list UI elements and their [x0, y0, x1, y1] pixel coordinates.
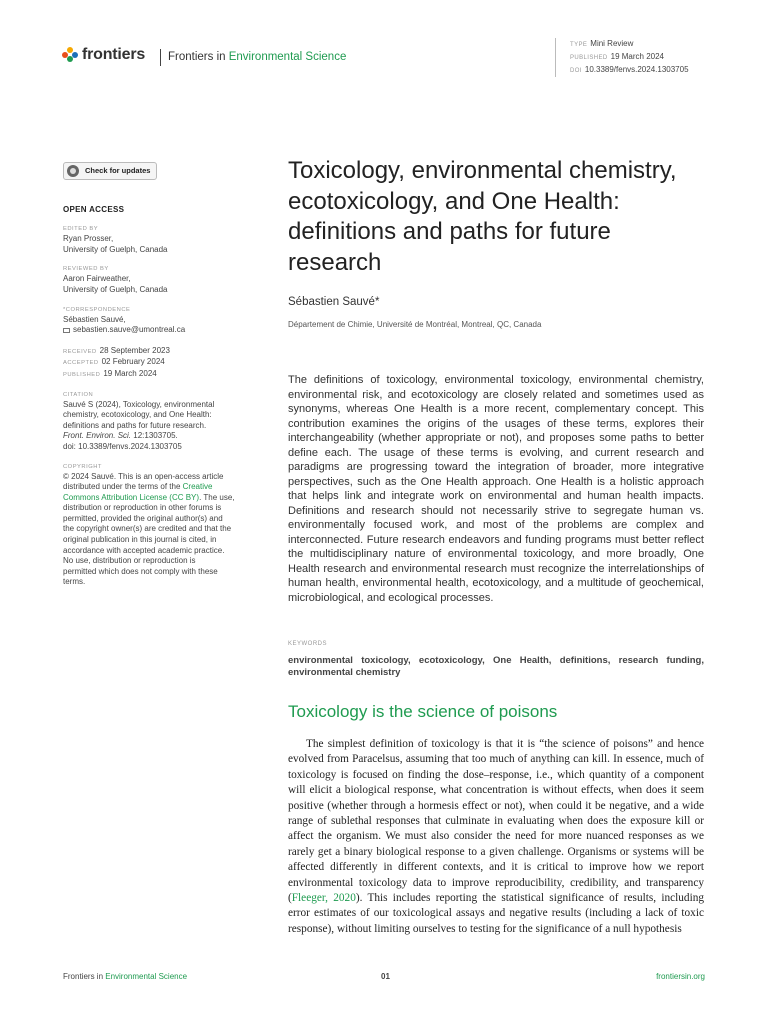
citation: Sauvé S (2024), Toxicology, environmental chemistry, ecotoxicology, and One Health: definitions and paths for future research. Front. Environ. Sci. 12:1303705. doi: 10.3389/fenvs.2024.1303705	[63, 399, 215, 451]
article-title: Toxicology, environmental chemistry, ecotoxicology, and One Health: definitions and paths for future research	[288, 157, 677, 276]
open-access-label: OPEN ACCESS	[63, 204, 125, 214]
keywords-label: KEYWORDS	[288, 641, 328, 647]
page-footer	[63, 972, 705, 986]
article-doi: DOI 10.3389/fenvs.2024.1303705	[570, 65, 689, 74]
citation-link[interactable]: Fleeger, 2020	[291, 892, 356, 905]
correspondence: Sébastien Sauvé, sebastien.sauve@umontreal.ca	[63, 315, 263, 336]
frontiers-logo-icon	[62, 47, 78, 63]
mail-icon	[63, 328, 70, 333]
footer-site-link[interactable]: frontiersin.org	[656, 972, 705, 981]
reviewed-by-label: REVIEWED BY	[63, 266, 109, 273]
page-number: 01	[381, 972, 390, 981]
check-updates-icon	[67, 165, 79, 177]
body-paragraph: The simplest definition of toxicology is that it is “the science of poisons” and hence evolved from Paracelsus, assuming that too much of anything can kill. In essence, much of toxicology is focused on finding the dose–response, i.e., which quantity of a component will elicit a biological response, what concentration is without effects, when does it seem positive (whether through a hormesis effect or not), when could it be negative, and a wide range of sublethal responses that culminate in evaluating when does the exposure kill or affect the organism. We must also consider the need for more nuanced responses as we rarely get a binary biological response to a given challenge. Organisms or systems will be affected differently in different contexts, and it is critical to improve how we report environmental toxicology data to improve reproducibility, credibility, and transparency (Fleeger, 2020). This includes reporting the statistical significance of results, including error estimates of our toxicological assays and negative results (including a lack of toxic response), without limiting ourselves to testing for the significance of a null hypothesis	[288, 738, 704, 935]
citation-label: CITATION	[63, 391, 94, 398]
footer-journal: Frontiers in Environmental Science	[63, 972, 188, 981]
article-dates: RECEIVED 28 September 2023 ACCEPTED 02 February 2024 PUBLISHED 19 March 2024	[63, 345, 170, 378]
frontiers-logo[interactable]	[62, 46, 145, 64]
reviewed-by: Aaron Fairweather, University of Guelph, Canada	[63, 274, 168, 294]
article-type: TYPE Mini Review	[570, 39, 634, 48]
article-published: PUBLISHED 19 March 2024	[570, 52, 664, 61]
copyright: © 2024 Sauvé. This is an open-access article distributed under the terms of the Creative Commons Attribution License (CC BY). The use, distribution or reproduction in other forums is permitted, provided the original author(s) and the copyright owner(s) are credited and that the original publication in this journal is cited, in accordance with accepted academic practice. No use, distribution or reproduction is permitted which does not comply with these terms.	[63, 471, 235, 587]
keywords: environmental toxicology, ecotoxicology, One Health, definitions, research funding, environmental chemistry	[288, 655, 704, 678]
journal-name[interactable]: Frontiers in Environmental Science	[168, 51, 347, 63]
cc-license-link-2[interactable]: Commons Attribution License (CC BY)	[63, 492, 200, 502]
edited-by-label: EDITED BY	[63, 226, 99, 233]
cc-license-link[interactable]: Creative	[182, 482, 213, 492]
article-meta	[555, 38, 689, 77]
author-name[interactable]: Sébastien Sauvé*	[288, 296, 380, 308]
sidebar	[63, 162, 263, 588]
copyright-label: COPYRIGHT	[63, 463, 102, 470]
brand-name: frontiers	[82, 46, 146, 63]
edited-by: Ryan Prosser, University of Guelph, Canada	[63, 234, 168, 254]
check-updates-button[interactable]: Check for updates	[63, 162, 157, 180]
header-divider	[160, 49, 161, 66]
section-heading: Toxicology is the science of poisons	[288, 702, 558, 721]
abstract: The definitions of toxicology, environmental toxicology, environmental chemistry, environmental risk, and ecotoxicology are closely related and sometimes used as synonyms, whereas One Health is a more recent, complementary concept. This contribution examines the origins of the usages of these terms, explores their interchangeability (whether appropriate or not), and proposes some paths to better define each. The usage of these terms is evolving, and current research and paradigms are progressing toward the integration of broader, more integrative perspectives, such as the One Health approach. One Health is a holistic approach that helps link and integrate work on environmental and human health impacts. Definitions and research should not necessarily strive to segregate human vs. environmentally focused work, and most of the problems are complex and interconnected. Future research endeavors and funding programs must better reflect the multidisciplinary nature of environmental toxicology, and more broadly, One Health research and environmental research must recognize the interrelationships of human health, environmental health, ecotoxicology, and a multitude of geochemical, microbiological, and ecological processes.	[288, 374, 704, 604]
correspondence-email[interactable]: sebastien.sauve@umontreal.ca	[63, 325, 263, 336]
author-affiliation: Département de Chimie, Université de Montréal, Montreal, QC, Canada	[288, 320, 542, 329]
correspondence-label: *CORRESPONDENCE	[63, 306, 131, 313]
